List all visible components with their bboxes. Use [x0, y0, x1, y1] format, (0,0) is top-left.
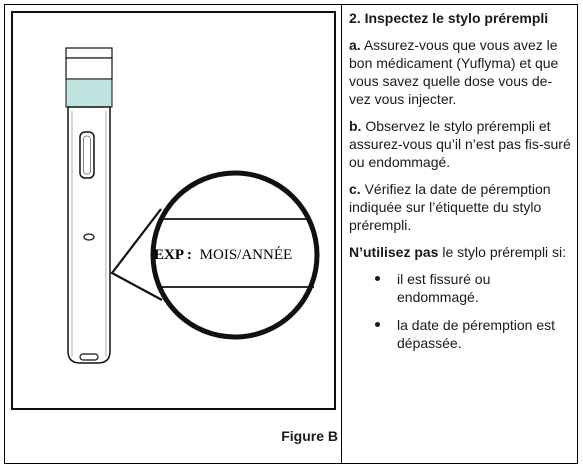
- pen-cap: [66, 58, 112, 79]
- bullet-text: la date de péremption est dépassée.: [397, 317, 555, 351]
- list-item: [349, 270, 571, 306]
- bullet-icon: [375, 322, 380, 327]
- warning-bold: N’utilisez pas: [349, 244, 439, 260]
- section-title: 2. Inspectez le stylo prérempli: [349, 10, 549, 26]
- step-a: [349, 36, 571, 108]
- list-item: [349, 316, 571, 352]
- svg-text:EXP : MOIS/ANNÉE: [154, 246, 292, 263]
- pen-mark: [84, 234, 94, 240]
- pen-cap-top: [66, 48, 112, 58]
- bullet-icon: [375, 276, 380, 281]
- pen-teal-band: [66, 79, 112, 107]
- step-c: [349, 180, 571, 234]
- instructions-panel: [349, 9, 571, 362]
- step-a-text: Assurez-vous que vous avez le bon médicament (Yuflyma) et que vous savez quelle dose vous de-vez vous injecter.: [349, 37, 559, 107]
- column-divider: [341, 4, 342, 464]
- bullet-text: il est fissuré ou endommagé.: [397, 271, 491, 305]
- step-b-prefix: b.: [349, 118, 362, 134]
- step-c-text: Vérifiez la date de péremption indiquée sur l’étiquette du stylo prérempli.: [349, 181, 551, 233]
- step-a-prefix: a.: [349, 37, 361, 53]
- pen-illustration: [11, 11, 336, 410]
- step-b-text: Observez le stylo prérempli et assurez-vous qu’il n’est pas fis-suré ou endommagé.: [349, 118, 571, 170]
- exp-date-format: MOIS/ANNÉE: [199, 247, 293, 263]
- step-b: [349, 117, 571, 171]
- exp-label: EXP :: [154, 247, 192, 263]
- warning-list: [349, 270, 571, 352]
- step-c-prefix: c.: [349, 181, 361, 197]
- warning-rest: le stylo prérempli si:: [438, 244, 567, 260]
- pen-bottom-slot: [80, 354, 98, 360]
- warning: [349, 243, 571, 261]
- figure-caption: Figure B: [281, 428, 338, 444]
